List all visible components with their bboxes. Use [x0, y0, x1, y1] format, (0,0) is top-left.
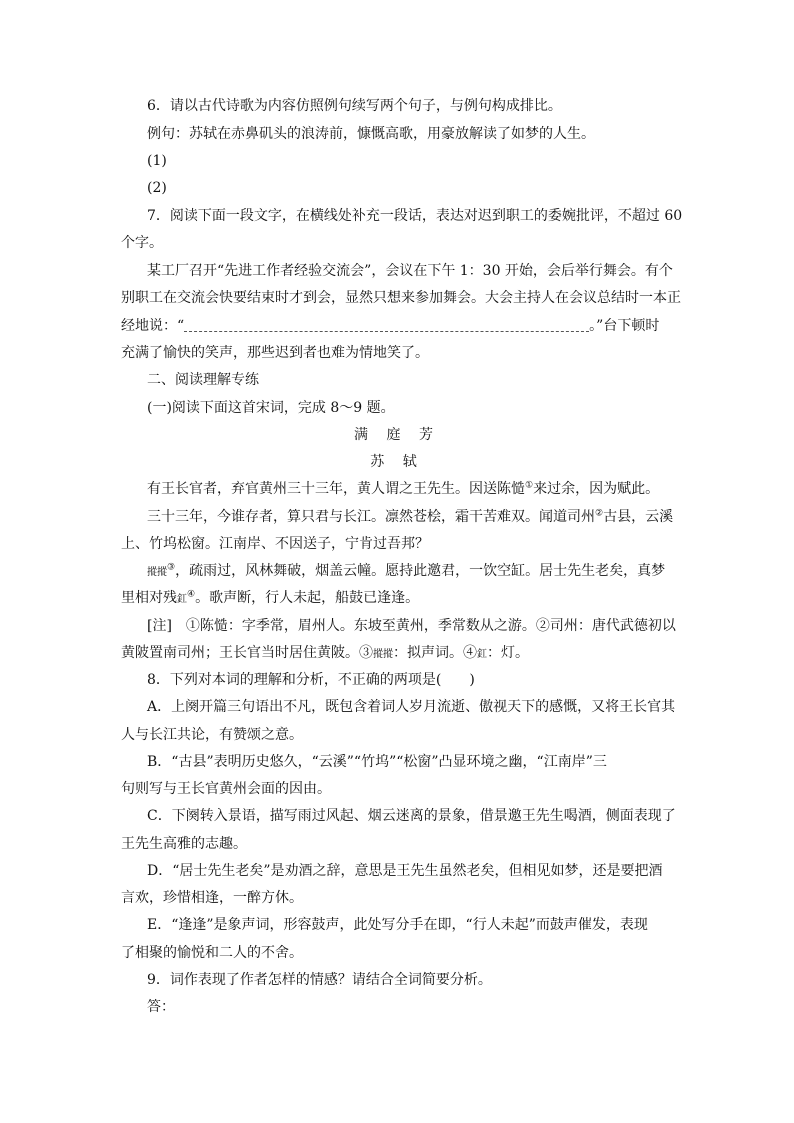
poem-stanza-2-line-2 [0, 588, 794, 610]
note-text: ：灯。 [487, 645, 529, 661]
poem-stanza-2-line-1 [0, 561, 794, 583]
section-subheading: (一)阅读下面这首宋词，完成 8～9 题。 [147, 400, 395, 416]
poem-text: 里相对残 [121, 590, 177, 606]
q8-option-e: E．“逢逢”是象声词，形容鼓声，此处写分手在即，“行人未起”而鼓声催发，表现 [147, 917, 648, 933]
footnote-marker-3: ③ [167, 562, 176, 573]
q8-option-b-cont: 句则写与王长官黄州会面的因由。 [121, 781, 331, 797]
q9-answer-label: 答： [147, 999, 175, 1015]
q8-option-c: C．下阕转入景语，描写雨过风起、烟云迷离的景象，借景邀王先生喝酒，侧面表现了 [147, 808, 676, 824]
q8-option-a-cont: 人与长江共论，有赞颂之意。 [121, 727, 303, 743]
poem-text: ，疏雨过，风林舞破，烟盖云幢。愿持此邀君，一饮空缸。居士先生老矣，真梦 [175, 563, 666, 579]
q8-option-a: A．上阕开篇三句语出不凡，既包含着词人岁月流逝、傲视天下的感慨，又将王长官其 [147, 699, 676, 715]
poem-text: 三十三年，今谁存者，算只君与长江。凛然苍桧，霜干苦难双。闻道司州 [147, 509, 595, 525]
poem-title: 满 庭 芳 [354, 427, 440, 443]
note-text: 黄陂置南司州；王长官当时居住黄陂。③ [121, 645, 373, 661]
footnote-marker-1: ① [525, 480, 534, 491]
poem-preface-text: 有王长官者，弃官黄州三十三年，黄人谓之王先生。因送陈慥 [147, 481, 525, 497]
note-small-char: 摐摐 [373, 649, 393, 660]
q6-prompt: 6．请以古代诗歌为内容仿照例句续写两个句子，与例句构成排比。 [147, 98, 562, 114]
poem-author: 苏 轼 [370, 454, 424, 470]
q7-passage-line-4: 充满了愉快的笑声，那些迟到者也难为情地笑了。 [121, 345, 429, 361]
poem-stanza-1-line-1 [0, 507, 794, 527]
q8-option-e-cont: 了相聚的愉悦和二人的不舍。 [121, 945, 303, 961]
q6-blank-2: (2) [147, 180, 167, 196]
q8-option-b: B．“古县”表明历史悠久，“云溪”“竹坞”“松窗”凸显环境之幽，“江南岸”三 [147, 754, 607, 770]
poem-small-char: 釭 [177, 594, 187, 605]
footnote-marker-2: ② [595, 508, 604, 519]
q7-prompt: 7．阅读下面一段文字，在横线处补充一段话，表达对迟到职工的委婉批评，不超过 60 [147, 208, 683, 224]
q6-example: 例句：苏轼在赤鼻矶头的浪涛前，慷慨高歌，用豪放解读了如梦的人生。 [147, 126, 595, 142]
section-heading: 二、阅读理解专练 [147, 372, 259, 388]
q6-blank-1: (1) [147, 153, 167, 169]
q7-passage-line-3 [0, 316, 794, 336]
q7-passage-line-1: 某工厂召开“先进工作者经验交流会”，会议在下午 1：30 开始，会后举行舞会。有个 [147, 263, 673, 279]
poem-text: 古县，云溪 [603, 509, 674, 525]
q7-prompt-cont: 个字。 [121, 235, 163, 251]
q8-option-d: D．“居士先生老矣”是劝酒之辞，意思是王先生虽然老矣，但相见如梦，还是要把酒 [147, 863, 663, 879]
poem-preface [0, 479, 794, 499]
note-small-char: 釭 [477, 649, 487, 660]
poem-notes-line-2 [0, 643, 794, 665]
q9-prompt: 9．词作表现了作者怎样的情感？请结合全词简要分析。 [147, 972, 492, 988]
q7-quote-close: 。”台下顿时 [589, 318, 660, 334]
q7-quote-open: 经地说：“ [121, 318, 185, 334]
poem-small-char: 摐摐 [147, 567, 167, 578]
q8-option-c-cont: 王先生高雅的志趣。 [121, 836, 247, 852]
poem-text: 。歌声断，行人未起，船鼓已逢逢。 [195, 590, 420, 606]
poem-preface-text-2: 来过余，因为赋此。 [533, 481, 660, 497]
poem-stanza-1-line-2: 上、竹坞松窗。江南岸、不因送子，宁肯过吾邦？ [121, 536, 429, 552]
q8-prompt: 8．下列对本词的理解和分析，不正确的两项是( ) [147, 672, 475, 688]
footnote-marker-4: ④ [187, 589, 196, 600]
q7-passage-line-2: 别职工在交流会快要结束时才到会，显然只想来参加舞会。大会主持人在会议总结时一本正 [121, 290, 681, 306]
poem-notes-line-1: [注] ①陈慥：字季常，眉州人。东坡至黄州，季常数从之游。②司州：唐代武德初以 [147, 618, 676, 634]
note-text: ：拟声词。④ [393, 645, 477, 661]
q8-option-d-cont: 言欢，珍惜相逢，一醉方休。 [121, 890, 303, 906]
q7-answer-blank[interactable] [184, 321, 589, 332]
